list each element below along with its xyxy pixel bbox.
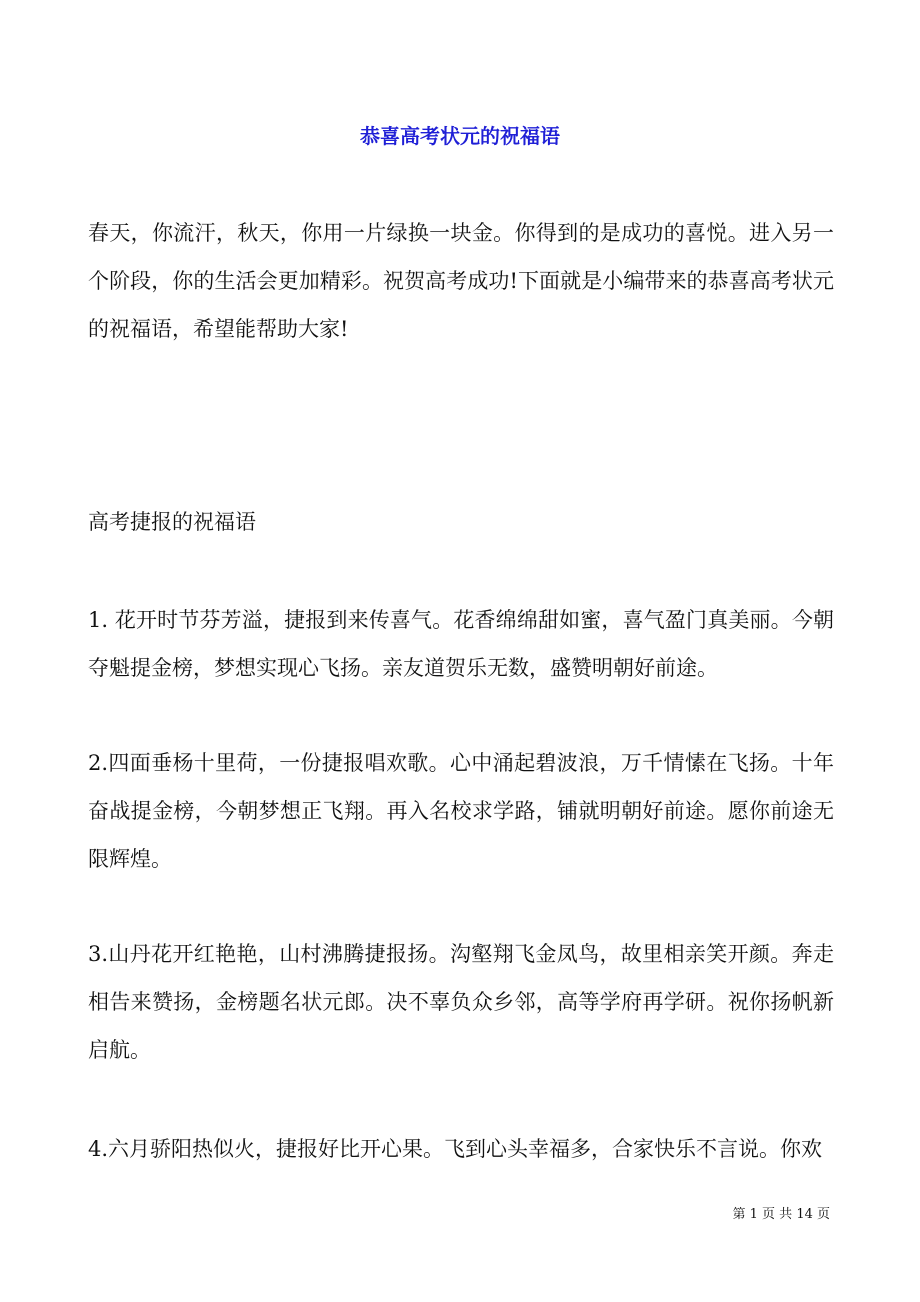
page-footer: 第 1 页 共 14 页 [732, 1207, 830, 1222]
list-item: 4.六月骄阳热似火，捷报好比开心果。飞到心头幸福多，合家快乐不言说。你欢 [88, 1137, 823, 1161]
list-item: 1. 花开时节芬芳溢，捷报到来传喜气。花香绵绵甜如蜜，喜气盈门真美丽。今朝夺魁提金榜，梦想实现心飞扬。亲友道贺乐无数，盛赞明朝好前途。 [88, 608, 834, 680]
list-item: 3.山丹花开红艳艳，山村沸腾捷报扬。沟壑翔飞金凤鸟，故里相亲笑开颜。奔走相告来赞扬，金榜题名状元郎。决不辜负众乡邻，高等学府再学研。祝你扬帆新启航。 [88, 942, 834, 1062]
intro-paragraph: 春天，你流汗，秋天，你用一片绿换一块金。你得到的是成功的喜悦。进入另一个阶段，你的生活会更加精彩。祝贺高考成功!下面就是小编带来的恭喜高考状元的祝福语，希望能帮助大家! [88, 221, 834, 341]
section-heading: 高考捷报的祝福语 [88, 510, 256, 534]
list-item: 2.四面垂杨十里荷，一份捷报唱欢歌。心中涌起碧波浪，万千情愫在飞扬。十年奋战提金榜，今朝梦想正飞翔。再入名校求学路，铺就明朝好前途。愿你前途无限辉煌。 [88, 751, 834, 871]
document-title: 恭喜高考状元的祝福语 [360, 124, 560, 148]
